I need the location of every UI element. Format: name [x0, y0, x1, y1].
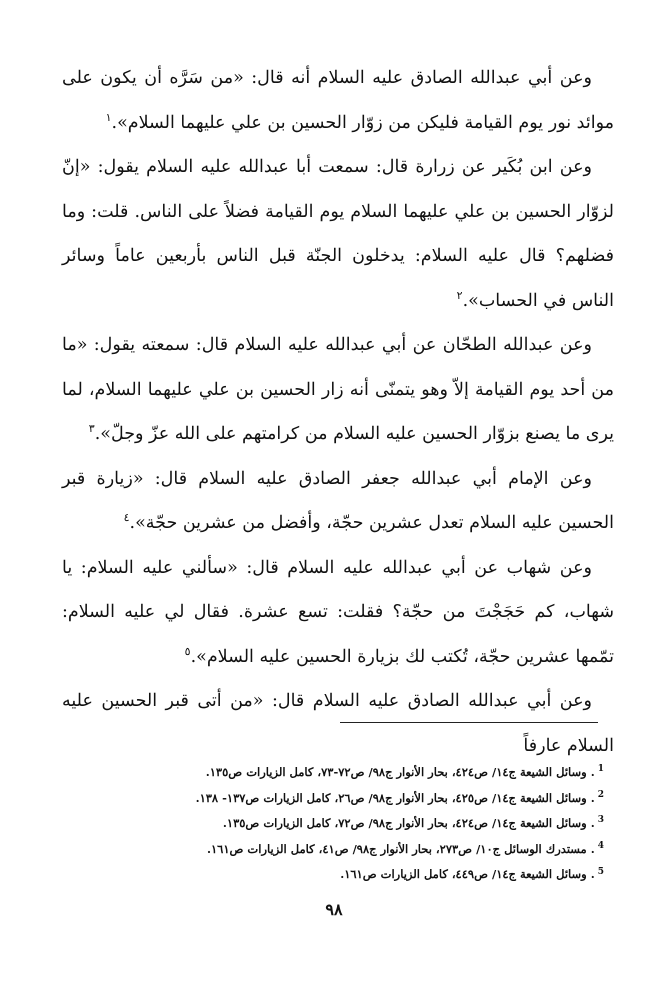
footnote-marker: ٢ [456, 288, 463, 302]
paragraph-text: وعن ابن بُكَير عن زرارة قال: سمعت أبا عبدالله عليه السلام يقول: «إنّ لزوّار الحسين بن علي عليهما السلام يوم القيامة فضلاً على الناس. قلت: وما فضلهم؟ قال عليه السلام: يدخلون الجنّة قبل الناس بأربعين عاماً وسائر الناس في الحساب». [62, 157, 614, 311]
footnote-number: 3 [597, 815, 604, 826]
footnote-text: . وسائل الشيعة ج١٤/ ص٤٢٤، بحار الأنوار ج٩٨/ ص٧٢-٧٣، كامل الزيارات ص١٣٥. [205, 765, 595, 779]
footnote-marker: ١ [105, 110, 112, 124]
paragraph-5 [62, 546, 614, 680]
main-text [62, 56, 614, 768]
footnote-marker: ٣ [88, 422, 95, 436]
footnote-text: . مستدرك الوسائل ج١٠/ ص٢٧٣، بحار الأنوار ج٩٨/ ص٤١، كامل الزيارات ص١٦١. [206, 841, 595, 856]
paragraph-text: وعن أبي عبدالله الصادق عليه السلام قال: «من أتى قبر الحسين عليه السلام عارفاً [62, 691, 614, 756]
paragraph-2 [62, 145, 614, 323]
paragraph-text: وعن شهاب عن أبي عبدالله عليه السلام قال: «سألني عليه السلام: يا شهاب، كم حَجَجْتَ من حجّة؟ فقلت: تسع عشرة. فقال لي عليه السلام: تمّمها عشرين حجّة، تُكتب لك بزيارة الحسين عليه السلام». [62, 557, 614, 667]
paragraph-3 [62, 323, 614, 457]
footnotes-list [70, 760, 604, 888]
footnote-number: 2 [597, 789, 604, 800]
paragraph-text: وعن أبي عبدالله الصادق عليه السلام أنه قال: «من سَرَّه أن يكون على موائد نور يوم القيامة فليكن من زوّار الحسين بن علي عليهما السلام». [62, 68, 614, 133]
footnote-marker: ٥ [184, 644, 191, 658]
footnote-item [70, 786, 604, 812]
paragraph-4 [62, 457, 614, 546]
page-number: ٩٨ [325, 900, 343, 919]
footnote-separator [340, 722, 598, 723]
paragraph-1 [62, 56, 614, 145]
paragraph-text: وعن الإمام أبي عبدالله جعفر الصادق عليه السلام قال: «زيارة قبر الحسين عليه السلام تعدل عشرين حجّة، وأفضل من عشرين حجّة». [62, 468, 614, 533]
footnote-item [70, 760, 604, 786]
footnote-number: 4 [597, 840, 604, 851]
footnote-number: 5 [597, 866, 604, 877]
footnote-text: . وسائل الشيعة ج١٤/ ص٤٤٩، كامل الزيارات ص١٦١. [340, 867, 595, 882]
footnote-item [70, 837, 604, 863]
paragraph-text: وعن عبدالله الطحّان عن أبي عبدالله عليه السلام قال: سمعته يقول: «ما من أحد يوم القيامة إلاّ وهو يتمنّى أنه زار الحسين بن علي عليهما السلام، لما يرى ما يصنع بزوّار الحسين عليه السلام من كرامتهم على الله عزّ وجلّ». [62, 335, 614, 444]
footnote-text: . وسائل الشيعة ج١٤/ ص٤٢٤، بحار الأنوار ج٩٨/ ص٧٢، كامل الزيارات ص١٣٥. [222, 816, 595, 831]
paragraph-6 [62, 679, 614, 768]
footnote-number: 1 [597, 764, 604, 775]
footnote-item [70, 811, 604, 837]
footnote-text: . وسائل الشيعة ج١٤/ ص٤٢٥، بحار الأنوار ج٩٨/ ص٢٦، كامل الزيارات ص١٣٧- ١٣٨. [195, 790, 595, 805]
footnote-item [70, 862, 604, 888]
footnote-marker: ٤ [123, 511, 130, 525]
